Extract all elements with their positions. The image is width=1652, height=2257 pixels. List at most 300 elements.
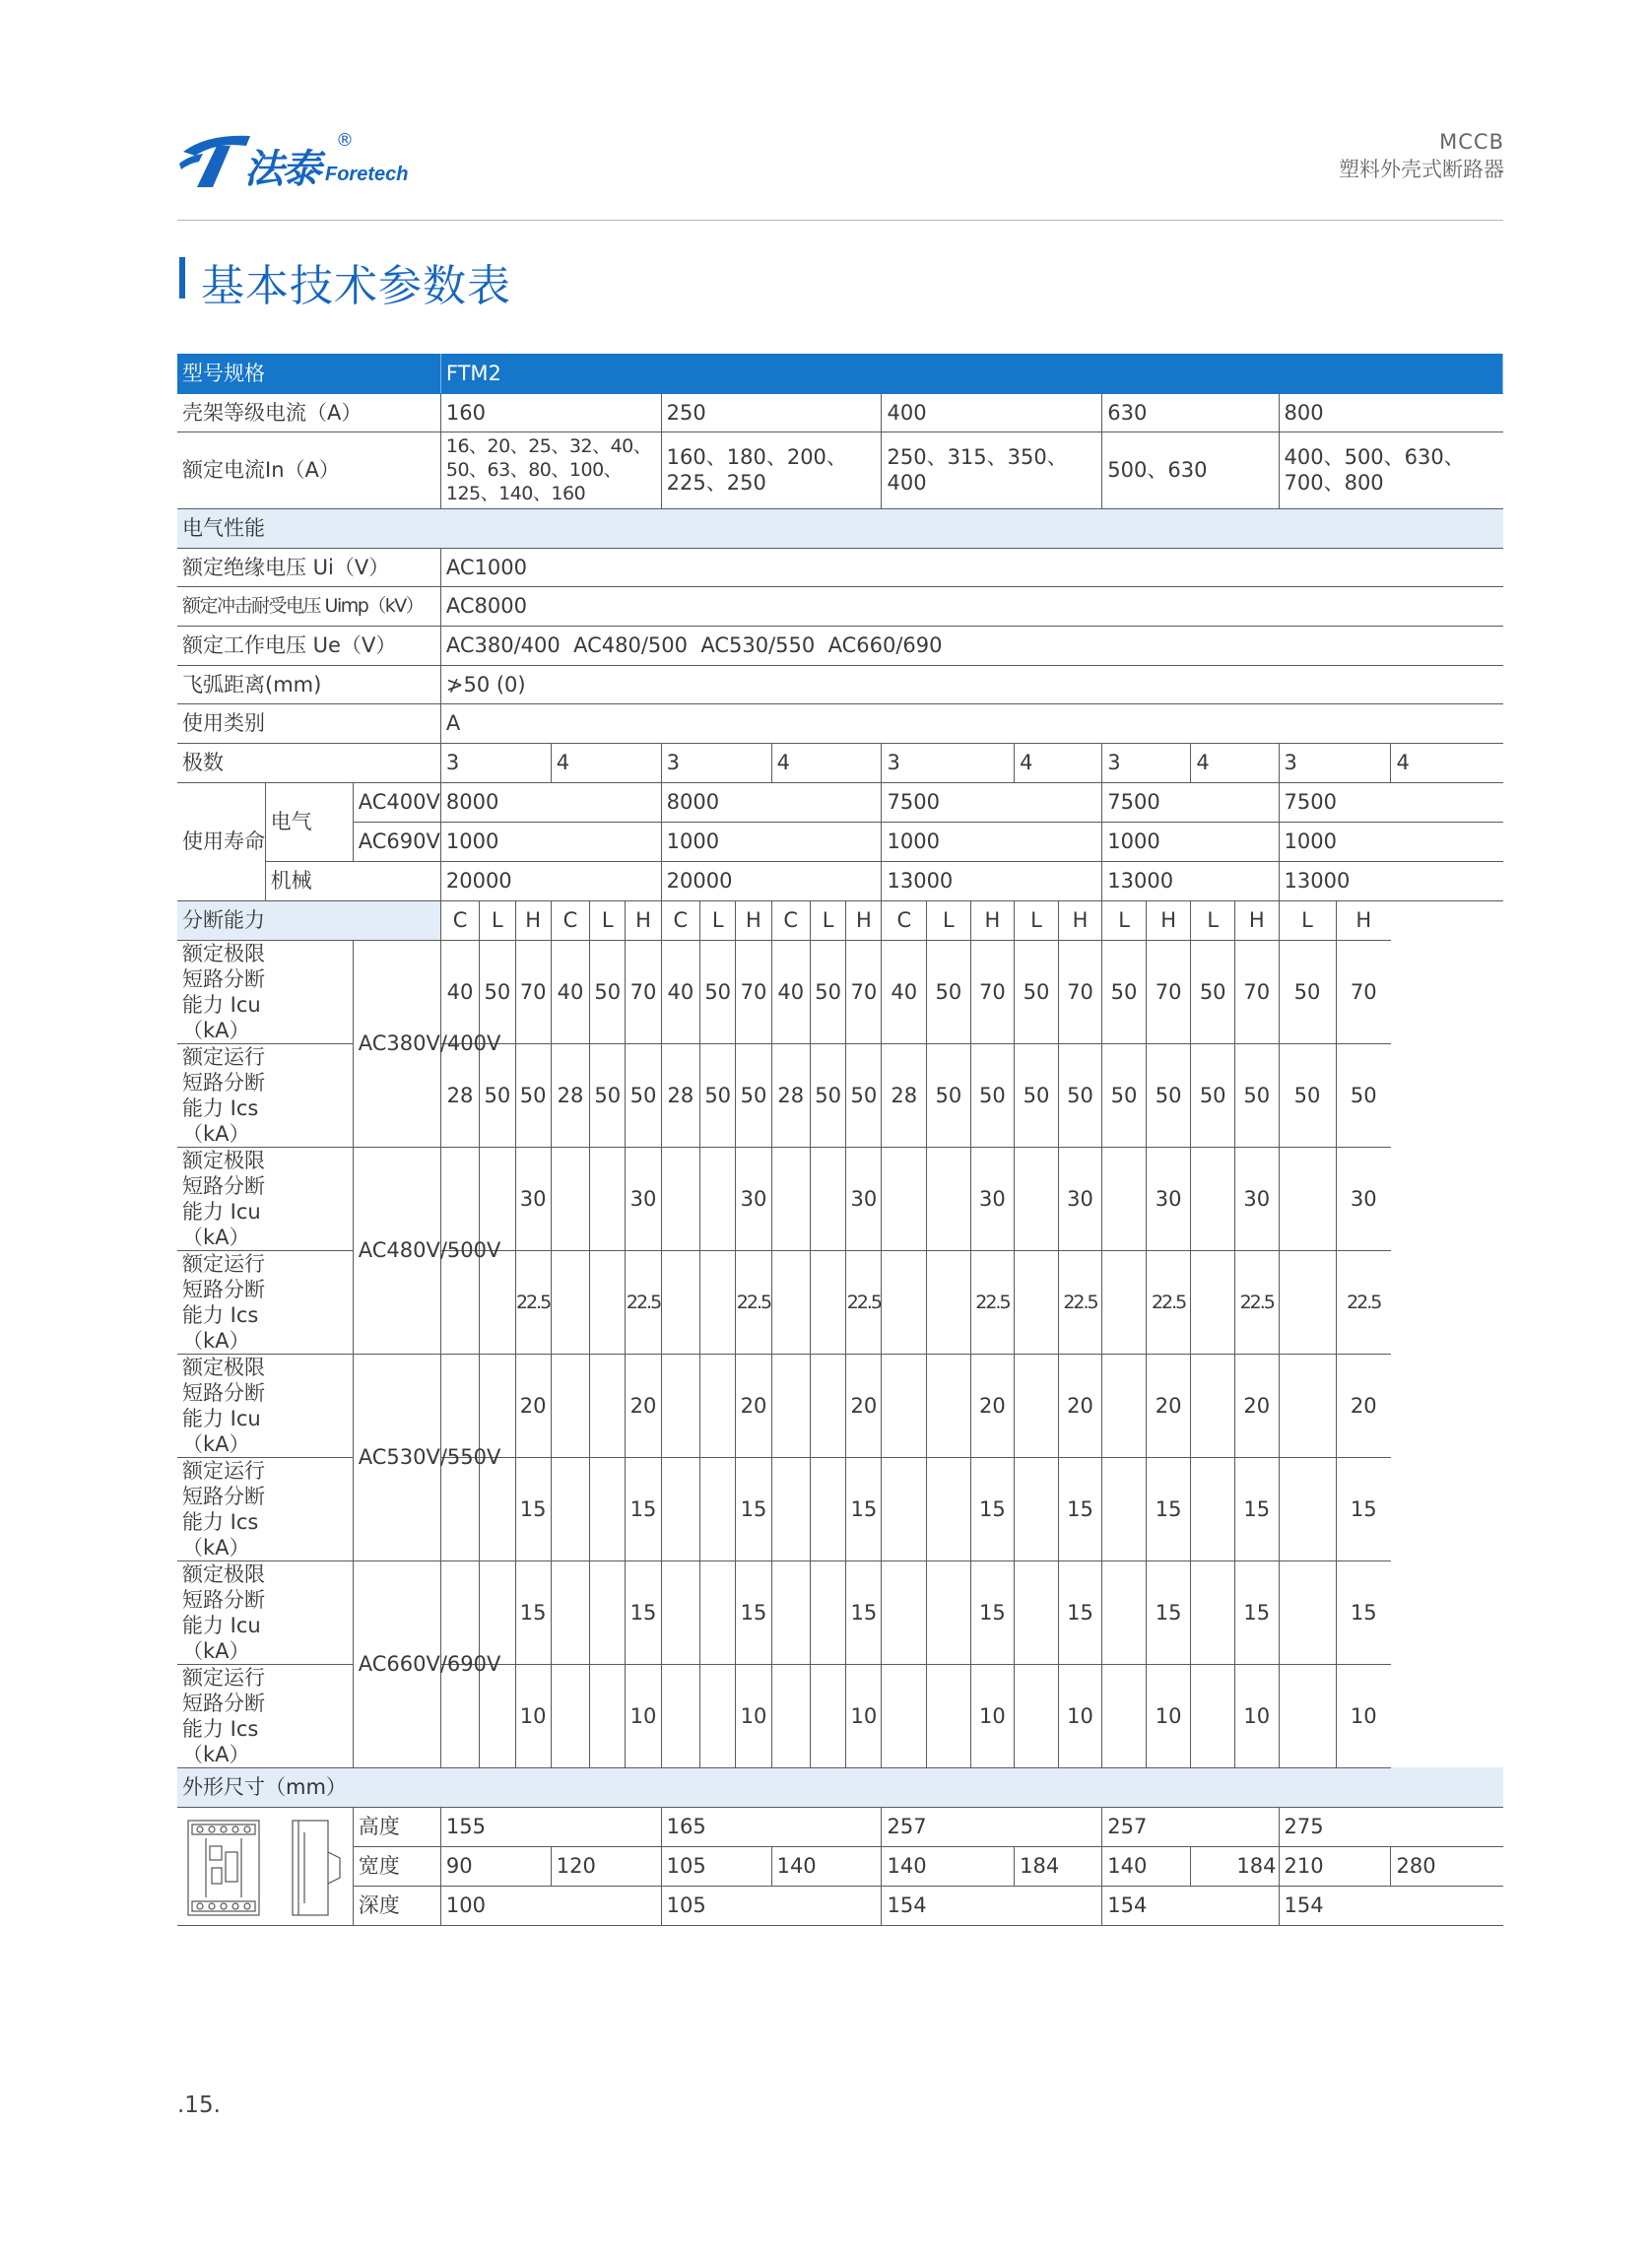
electrical-section-row	[177, 508, 1503, 548]
life-v1: AC400V	[353, 782, 440, 822]
width-cell: 140	[1102, 1846, 1191, 1886]
electrical-section-label: 电气性能	[177, 508, 1503, 548]
category-value: A	[440, 703, 1502, 743]
value-cell: 70	[736, 940, 771, 1043]
value-cell	[700, 1664, 736, 1767]
life-e400-row	[177, 782, 1503, 822]
value-cell	[590, 1354, 626, 1457]
icu-label: 额定极限短路分断能力 Icu（kA）	[177, 1354, 353, 1457]
value-cell: 40	[882, 940, 927, 1043]
value-cell	[440, 1664, 479, 1767]
value-cell	[882, 1250, 927, 1354]
value-cell	[1191, 1457, 1235, 1560]
value-cell: 70	[626, 940, 661, 1043]
value-cell: 50	[927, 1043, 971, 1147]
height-cell: 155	[440, 1807, 661, 1846]
value-cell	[1279, 1560, 1336, 1664]
uimp-row	[177, 586, 1503, 626]
value-cell: 50	[1102, 940, 1147, 1043]
value-cell: 10	[736, 1664, 771, 1767]
category-code: MCCB	[1439, 130, 1504, 154]
icu-380-row	[177, 940, 1503, 1043]
value-cell: 70	[1336, 940, 1391, 1043]
value-cell: 50	[590, 940, 626, 1043]
value-cell: 70	[1058, 940, 1102, 1043]
value-cell: 22.5	[1146, 1250, 1191, 1354]
rated-label: 额定电流In（A）	[177, 431, 440, 508]
value-cell: 30	[1336, 1147, 1391, 1250]
value-cell: 50	[927, 940, 971, 1043]
value-cell: 20	[970, 1354, 1015, 1457]
life-label: 使用寿命	[177, 782, 265, 900]
category-label: 使用类别	[177, 703, 440, 743]
value-cell	[882, 1147, 927, 1250]
life-cell: 1000	[440, 822, 661, 861]
life-mech-label: 机械	[265, 861, 440, 900]
value-cell	[661, 1560, 699, 1664]
arc-value: ≯50 (0)	[440, 665, 1502, 703]
value-cell	[551, 1560, 589, 1664]
grade-cell: H	[1058, 900, 1102, 940]
value-cell	[480, 1560, 515, 1664]
value-cell	[590, 1250, 626, 1354]
category-name: 塑料外壳式断路器	[1339, 158, 1504, 181]
logo-cn-text: 法泰	[244, 147, 319, 192]
frame-label: 壳架等级电流（A）	[177, 393, 440, 431]
value-cell	[1102, 1354, 1147, 1457]
value-cell	[1015, 1457, 1059, 1560]
value-cell	[882, 1560, 927, 1664]
grade-cell: H	[626, 900, 661, 940]
frame-row	[177, 393, 1503, 431]
value-cell	[1191, 1664, 1235, 1767]
page-number: .15.	[177, 2092, 221, 2118]
life-cell: 13000	[1279, 861, 1503, 900]
value-cell: 15	[846, 1560, 882, 1664]
value-cell	[927, 1354, 971, 1457]
depth-cell: 154	[1102, 1886, 1279, 1925]
life-cell: 8000	[661, 782, 882, 822]
value-cell	[1191, 1354, 1235, 1457]
value-cell: 15	[1336, 1457, 1391, 1560]
grade-cell: H	[1146, 900, 1191, 940]
value-cell: 10	[970, 1664, 1015, 1767]
height-cell: 257	[882, 1807, 1102, 1846]
height-cell: 275	[1279, 1807, 1503, 1846]
grade-cell: H	[970, 900, 1015, 940]
width-label: 宽度	[353, 1846, 440, 1886]
grade-cell: H	[846, 900, 882, 940]
pole-cell: 4	[1015, 743, 1102, 782]
life-e690-row	[177, 822, 1503, 861]
value-cell: 10	[515, 1664, 551, 1767]
grade-cell: L	[1102, 900, 1147, 940]
depth-cell: 154	[882, 1886, 1102, 1925]
value-cell: 22.5	[1336, 1250, 1391, 1354]
icu-label: 额定极限短路分断能力 Icu（kA）	[177, 1147, 353, 1250]
grade-cell: C	[440, 900, 479, 940]
icu-530-row	[177, 1354, 1503, 1457]
life-cell: 7500	[1102, 782, 1279, 822]
voltage-530-label: AC530V/550V	[353, 1354, 440, 1560]
height-row	[177, 1807, 1503, 1846]
value-cell	[1015, 1664, 1059, 1767]
title-accent-bar	[179, 257, 185, 299]
spec-table	[177, 354, 1503, 1926]
life-cell: 1000	[882, 822, 1102, 861]
width-cell: 184	[1015, 1846, 1102, 1886]
width-row	[177, 1846, 1503, 1886]
value-cell: 50	[1234, 1043, 1279, 1147]
value-cell: 22.5	[1058, 1250, 1102, 1354]
value-cell: 50	[1015, 940, 1059, 1043]
value-cell: 22.5	[970, 1250, 1015, 1354]
value-cell	[1279, 1664, 1336, 1767]
grade-cell: L	[927, 900, 971, 940]
grade-cell: L	[810, 900, 845, 940]
ue-row	[177, 626, 1503, 665]
value-cell: 50	[1279, 940, 1336, 1043]
value-cell: 40	[771, 940, 810, 1043]
value-cell	[551, 1147, 589, 1250]
value-cell: 10	[846, 1664, 882, 1767]
value-cell	[551, 1664, 589, 1767]
value-cell: 15	[1146, 1560, 1191, 1664]
width-cell: 280	[1391, 1846, 1503, 1886]
value-cell	[661, 1147, 699, 1250]
frame-cell: 160	[440, 393, 661, 431]
value-cell: 15	[515, 1560, 551, 1664]
poles-label: 极数	[177, 743, 440, 782]
value-cell	[1102, 1250, 1147, 1354]
height-cell: 165	[661, 1807, 882, 1846]
value-cell	[1191, 1560, 1235, 1664]
model-row	[177, 354, 1503, 393]
value-cell	[700, 1457, 736, 1560]
value-cell	[810, 1250, 845, 1354]
value-cell: 28	[882, 1043, 927, 1147]
value-cell	[927, 1250, 971, 1354]
value-cell	[810, 1664, 845, 1767]
breaker-outline-drawing	[182, 1813, 348, 1919]
icu-label: 额定极限短路分断能力 Icu（kA）	[177, 940, 353, 1043]
value-cell	[1102, 1457, 1147, 1560]
header-category	[1339, 128, 1504, 183]
life-cell: 20000	[661, 861, 882, 900]
pole-cell: 4	[551, 743, 661, 782]
width-cell: 105	[661, 1846, 771, 1886]
model-label: 型号规格	[177, 354, 440, 393]
value-cell: 50	[1146, 1043, 1191, 1147]
value-cell: 50	[700, 1043, 736, 1147]
category-row	[177, 703, 1503, 743]
brand-logo	[177, 130, 433, 191]
value-cell: 50	[626, 1043, 661, 1147]
pole-cell: 3	[661, 743, 771, 782]
life-cell: 13000	[882, 861, 1102, 900]
voltage-480-label: AC480V/500V	[353, 1147, 440, 1354]
pole-cell: 4	[771, 743, 882, 782]
value-cell: 30	[626, 1147, 661, 1250]
ui-label: 额定绝缘电压 Ui（V）	[177, 548, 440, 586]
value-cell: 70	[1146, 940, 1191, 1043]
ics-label: 额定运行短路分断能力 Ics（kA）	[177, 1250, 353, 1354]
value-cell	[771, 1560, 810, 1664]
grade-cell: H	[515, 900, 551, 940]
value-cell	[1102, 1147, 1147, 1250]
value-cell: 30	[1234, 1147, 1279, 1250]
value-cell	[927, 1560, 971, 1664]
value-cell: 20	[1058, 1354, 1102, 1457]
value-cell	[771, 1664, 810, 1767]
frame-cell: 800	[1279, 393, 1503, 431]
logo-en-text: Foretech	[325, 164, 409, 185]
pole-cell: 3	[1102, 743, 1191, 782]
value-cell: 50	[1102, 1043, 1147, 1147]
value-cell	[810, 1354, 845, 1457]
dim-section-row	[177, 1767, 1503, 1807]
grade-cell: C	[551, 900, 589, 940]
value-cell: 50	[480, 940, 515, 1043]
value-cell	[661, 1457, 699, 1560]
life-cell: 1000	[661, 822, 882, 861]
value-cell	[1279, 1457, 1336, 1560]
pole-cell: 4	[1191, 743, 1279, 782]
value-cell	[1279, 1354, 1336, 1457]
depth-cell: 105	[661, 1886, 882, 1925]
value-cell: 10	[1336, 1664, 1391, 1767]
value-cell: 70	[846, 940, 882, 1043]
value-cell	[810, 1457, 845, 1560]
value-cell	[810, 1147, 845, 1250]
value-cell	[440, 1354, 479, 1457]
value-cell	[440, 1250, 479, 1354]
height-cell: 257	[1102, 1807, 1279, 1846]
model-value: FTM2	[440, 354, 1502, 393]
value-cell	[551, 1457, 589, 1560]
value-cell: 20	[515, 1354, 551, 1457]
value-cell: 50	[1015, 1043, 1059, 1147]
value-cell	[882, 1457, 927, 1560]
value-cell: 15	[1234, 1457, 1279, 1560]
value-cell: 28	[771, 1043, 810, 1147]
value-cell: 50	[1191, 940, 1235, 1043]
value-cell	[551, 1250, 589, 1354]
value-cell	[771, 1354, 810, 1457]
value-cell: 15	[1336, 1560, 1391, 1664]
value-cell: 28	[440, 1043, 479, 1147]
value-cell: 30	[1058, 1147, 1102, 1250]
value-cell	[1191, 1147, 1235, 1250]
grade-cell: H	[1336, 900, 1391, 940]
value-cell	[590, 1664, 626, 1767]
value-cell: 50	[846, 1043, 882, 1147]
value-cell: 70	[970, 940, 1015, 1043]
value-cell	[1279, 1147, 1336, 1250]
grade-cell: C	[882, 900, 927, 940]
value-cell: 50	[810, 1043, 845, 1147]
grade-cell: L	[480, 900, 515, 940]
rated-cell: 16、20、25、32、40、50、63、80、100、125、140、160	[440, 431, 661, 508]
voltage-660-label: AC660V/690V	[353, 1560, 440, 1767]
value-cell: 22.5	[515, 1250, 551, 1354]
value-cell	[771, 1147, 810, 1250]
icu-label: 额定极限短路分断能力 Icu（kA）	[177, 1560, 353, 1664]
value-cell: 50	[970, 1043, 1015, 1147]
value-cell: 28	[551, 1043, 589, 1147]
value-cell	[927, 1664, 971, 1767]
value-cell	[927, 1147, 971, 1250]
value-cell	[882, 1354, 927, 1457]
life-v2: AC690V	[353, 822, 440, 861]
breaker-outline-cell	[177, 1807, 353, 1925]
ue-value: AC380/400 AC480/500 AC530/550 AC660/690	[440, 626, 1502, 665]
value-cell: 10	[1234, 1664, 1279, 1767]
value-cell	[771, 1457, 810, 1560]
arc-row	[177, 665, 1503, 703]
value-cell: 15	[736, 1457, 771, 1560]
value-cell: 50	[1279, 1043, 1336, 1147]
grade-cell: C	[771, 900, 810, 940]
value-cell	[1015, 1250, 1059, 1354]
value-cell	[1102, 1664, 1147, 1767]
rated-row	[177, 431, 1503, 508]
grade-cell: L	[700, 900, 736, 940]
life-electric-label: 电气	[265, 782, 353, 861]
value-cell: 50	[810, 940, 845, 1043]
height-label: 高度	[353, 1807, 440, 1846]
grade-cell: L	[1015, 900, 1059, 940]
header-divider	[177, 220, 1503, 221]
value-cell	[1015, 1354, 1059, 1457]
page-title: 基本技术参数表	[201, 261, 511, 311]
uimp-value: AC8000	[440, 586, 1502, 626]
value-cell: 70	[515, 940, 551, 1043]
value-cell	[551, 1354, 589, 1457]
width-cell: 184	[1191, 1846, 1279, 1886]
value-cell	[590, 1147, 626, 1250]
value-cell	[440, 1457, 479, 1560]
value-cell: 50	[515, 1043, 551, 1147]
ics-label: 额定运行短路分断能力 Ics（kA）	[177, 1457, 353, 1560]
value-cell	[927, 1457, 971, 1560]
value-cell: 30	[515, 1147, 551, 1250]
value-cell: 10	[1058, 1664, 1102, 1767]
life-cell: 7500	[1279, 782, 1503, 822]
rated-cell: 400、500、630、700、800	[1279, 431, 1503, 508]
value-cell: 20	[626, 1354, 661, 1457]
value-cell	[480, 1147, 515, 1250]
value-cell	[480, 1250, 515, 1354]
value-cell: 15	[970, 1560, 1015, 1664]
icu-480-row	[177, 1147, 1503, 1250]
value-cell	[661, 1354, 699, 1457]
dim-section-label: 外形尺寸（mm）	[177, 1767, 1503, 1807]
ue-label: 额定工作电压 Ue（V）	[177, 626, 440, 665]
depth-cell: 154	[1279, 1886, 1503, 1925]
ics-label: 额定运行短路分断能力 Ics（kA）	[177, 1043, 353, 1147]
arc-label: 飞弧距离(mm)	[177, 665, 440, 703]
width-cell: 140	[882, 1846, 1015, 1886]
pole-cell: 3	[1279, 743, 1391, 782]
grade-cell: L	[1191, 900, 1235, 940]
value-cell: 20	[1146, 1354, 1191, 1457]
value-cell	[700, 1147, 736, 1250]
value-cell	[661, 1664, 699, 1767]
value-cell: 30	[736, 1147, 771, 1250]
value-cell: 70	[1234, 940, 1279, 1043]
value-cell	[700, 1560, 736, 1664]
depth-cell: 100	[440, 1886, 661, 1925]
value-cell: 50	[1336, 1043, 1391, 1147]
value-cell: 10	[626, 1664, 661, 1767]
value-cell: 22.5	[1234, 1250, 1279, 1354]
ui-value: AC1000	[440, 548, 1502, 586]
value-cell: 30	[970, 1147, 1015, 1250]
grade-cell: H	[736, 900, 771, 940]
ics-label: 额定运行短路分断能力 Ics（kA）	[177, 1664, 353, 1767]
logo-mark-icon	[177, 130, 252, 189]
depth-label: 深度	[353, 1886, 440, 1925]
value-cell: 28	[661, 1043, 699, 1147]
value-cell: 30	[846, 1147, 882, 1250]
value-cell: 40	[661, 940, 699, 1043]
value-cell: 20	[1336, 1354, 1391, 1457]
life-mech-row	[177, 861, 1503, 900]
value-cell: 22.5	[846, 1250, 882, 1354]
value-cell	[661, 1250, 699, 1354]
value-cell: 15	[1146, 1457, 1191, 1560]
value-cell: 50	[590, 1043, 626, 1147]
value-cell: 22.5	[736, 1250, 771, 1354]
grade-cell: L	[590, 900, 626, 940]
uimp-label: 额定冲击耐受电压 Uimp（kV）	[177, 586, 440, 626]
registered-mark: ®	[336, 130, 354, 151]
grade-cell: H	[1234, 900, 1279, 940]
life-cell: 13000	[1102, 861, 1279, 900]
value-cell	[440, 1560, 479, 1664]
value-cell	[771, 1250, 810, 1354]
value-cell: 15	[970, 1457, 1015, 1560]
value-cell	[700, 1354, 736, 1457]
rated-cell: 160、180、200、225、250	[661, 431, 882, 508]
value-cell	[1015, 1147, 1059, 1250]
pole-cell: 3	[440, 743, 551, 782]
value-cell	[1191, 1250, 1235, 1354]
value-cell: 50	[1058, 1043, 1102, 1147]
value-cell: 15	[1058, 1560, 1102, 1664]
breaking-grade-row	[177, 900, 1503, 940]
poles-row	[177, 743, 1503, 782]
value-cell	[590, 1457, 626, 1560]
value-cell: 50	[700, 940, 736, 1043]
depth-row	[177, 1886, 1503, 1925]
value-cell	[440, 1147, 479, 1250]
voltage-380-label: AC380V/400V	[353, 940, 440, 1147]
life-cell: 8000	[440, 782, 661, 822]
value-cell	[1102, 1560, 1147, 1664]
value-cell: 30	[1146, 1147, 1191, 1250]
value-cell	[1279, 1250, 1336, 1354]
breaking-label: 分断能力	[177, 900, 440, 940]
value-cell: 15	[626, 1560, 661, 1664]
grade-cell: L	[1279, 900, 1336, 940]
value-cell: 50	[480, 1043, 515, 1147]
value-cell: 20	[1234, 1354, 1279, 1457]
value-cell	[480, 1354, 515, 1457]
value-cell: 15	[1234, 1560, 1279, 1664]
life-cell: 20000	[440, 861, 661, 900]
